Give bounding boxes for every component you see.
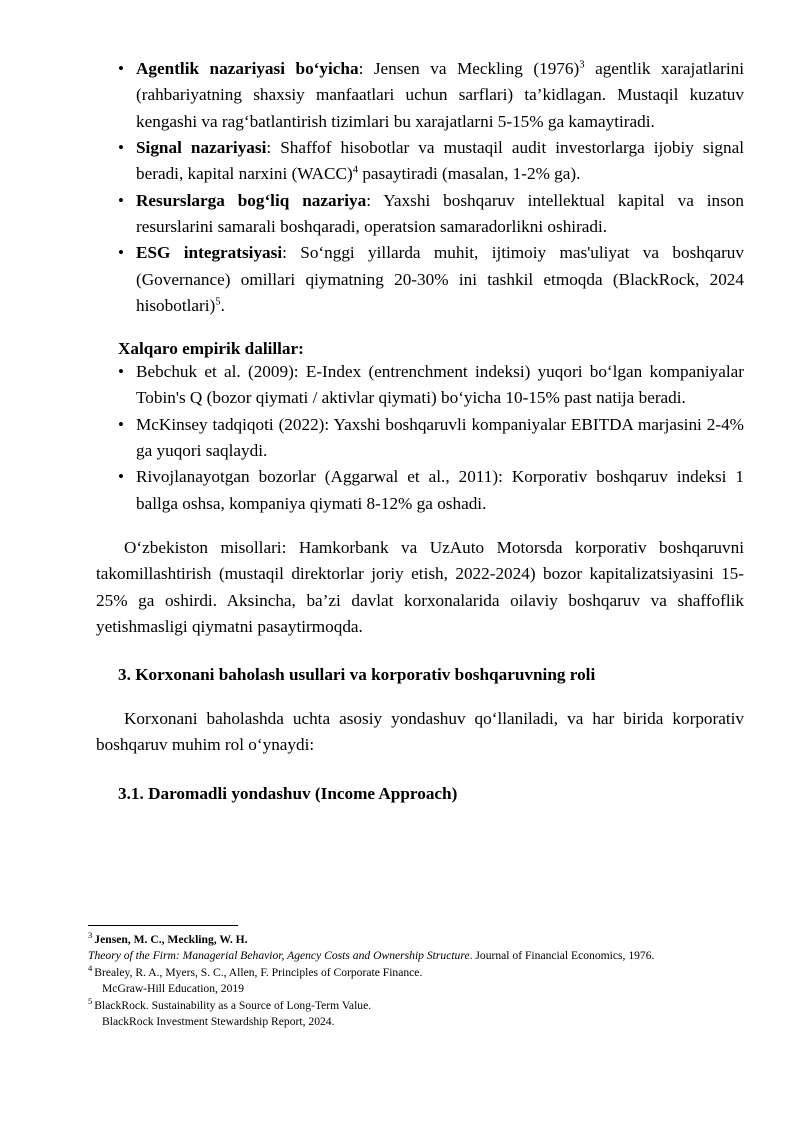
footnote-5-continuation: BlackRock Investment Stewardship Report, 2024.	[102, 1015, 335, 1029]
bullet-lead-label: Resurslarga bog‘liq nazariya	[136, 190, 367, 210]
empirical-evidence-list	[96, 359, 744, 517]
footnote-ref-3[interactable]: 3	[579, 59, 585, 71]
bullet-text: : Shaffof hisobotlar va mustaqil audit investorlarga ijobiy signal beradi, kapital narxini (WACC)	[136, 137, 744, 184]
footnote-title: Theory of the Firm: Managerial Behavior, Agency Costs and Ownership Structure	[88, 949, 470, 963]
bullet-text: : Jensen va Meckling (1976)	[358, 59, 580, 78]
footnote-marker: 3	[88, 930, 93, 941]
list-item: • Rivojlanayotgan bozorlar (Aggarwal et al., 2011): Korporativ boshqaruv indeksi 1 ballga oshsa, kompaniya qiymati 8-12% ga oshadi.	[96, 464, 744, 517]
paragraph-valuation-methods: Korxonani baholashda uchta asosiy yondashuv qo‘llaniladi, va har birida korporativ boshqaruv muhim rol o‘ynaydi:	[96, 709, 744, 755]
list-item	[96, 135, 744, 188]
bullet-text-tail: agentlik xarajatlarini (rahbariyatning shaxsiy manfaatlari uchun sarflari) ta’kidlagan. Mustaqil kuzatuv kengashi va rag‘batlantirish tizimlari bu xarajatlarni 5-15% ga kamaytiradi.	[136, 59, 745, 131]
heading-section-3: 3. Korxonani baholash usullari va korporativ boshqaruvning roli	[118, 665, 596, 685]
bullet-text-tail: .	[220, 295, 225, 315]
footnote-authors: Jensen, M. C., Meckling, W. H.	[94, 933, 248, 946]
footnote-3-line2	[88, 948, 748, 963]
footnote-source: Brealey, R. A., Myers, S. C., Allen, F. Principles of Corporate Finance.	[94, 965, 423, 979]
footnote-4	[88, 962, 748, 980]
footnote-4-continuation: McGraw-Hill Education, 2019	[102, 982, 244, 996]
bullet-text: : So‘nggi yillarda muhit, ijtimoiy mas'uliyat va boshqaruv (Governance) omillari qiymatning 20-30% ini tashkil etmoqda (BlackRock, 2024 hisobotlari)	[136, 243, 744, 315]
list-item	[96, 240, 744, 319]
footnote-separator	[88, 925, 238, 926]
footnote-source: BlackRock. Sustainability as a Source of Long-Term Value.	[94, 998, 372, 1012]
list-item	[96, 56, 744, 135]
bullet-lead-label: Signal nazariyasi	[136, 137, 267, 157]
heading-section-3-1: 3.1. Daromadli yondashuv (Income Approach)	[118, 783, 458, 803]
bullet-text-tail: pasaytiradi (masalan, 1-2% ga).	[358, 164, 581, 184]
footnote-3	[88, 932, 748, 947]
section-heading-empirical: Xalqaro empirik dalillar:	[118, 339, 304, 359]
footnote-ref-4[interactable]: 4	[352, 164, 359, 176]
list-item	[96, 188, 744, 241]
document-body	[96, 56, 744, 806]
footnote-5	[88, 995, 748, 1013]
footnote-marker: 5	[88, 995, 93, 1006]
footnote-area	[88, 925, 748, 1030]
bullet-lead-label: Agentlik nazariyasi bo‘yicha	[136, 59, 359, 78]
theory-bullet-list	[96, 56, 744, 319]
footnote-marker: 4	[88, 962, 93, 973]
bullet-text: : Yaxshi boshqaruv intellektual kapital va inson resurslarini samarali boshqaradi, operatsion samaradorlikni oshiradi.	[136, 190, 744, 236]
footnote-ref-5[interactable]: 5	[215, 296, 221, 308]
list-item: • Bebchuk et al. (2009): E-Index (entrenchment indeksi) yuqori bo‘lgan kompaniyalar Tobin's Q (bozor qiymati / aktivlar qiymati) bo‘yicha 10-15% past natija beradi.	[96, 359, 744, 412]
bullet-lead-label: ESG integratsiyasi	[136, 243, 283, 263]
paragraph-uzbekistan-examples: O‘zbekiston misollari: Hamkorbank va UzAuto Motorsda korporativ boshqaruvni takomillashtirish (mustaqil direktorlar joriy etish, 2022-2024) bozor kapitalizatsiyasini 15-25% ga oshirdi. Aksincha, ba’zi davlat korxonalarida oilaviy boshqaruv va shaffoflik yetishmasligi qiymatni pasaytirmoqda.	[96, 538, 744, 636]
list-item: • McKinsey tadqiqoti (2022): Yaxshi boshqaruvli kompaniyalar EBITDA marjasini 2-4% ga yuqori saqlaydi.	[96, 412, 744, 465]
footnote-source: . Journal of Financial Economics, 1976.	[469, 949, 655, 963]
